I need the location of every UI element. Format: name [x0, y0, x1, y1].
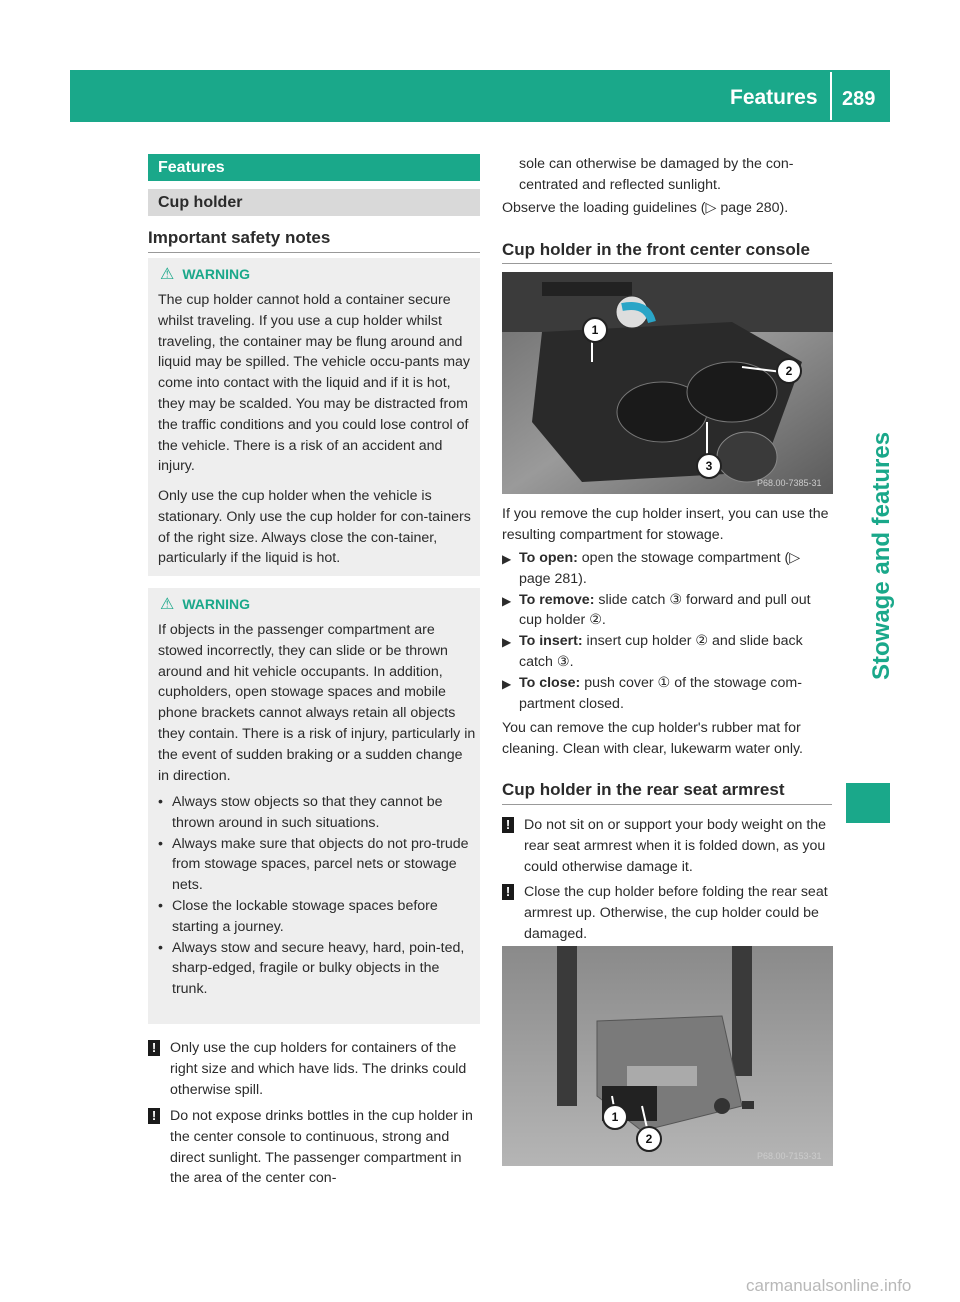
heading-rule	[502, 263, 832, 264]
warning-1-paragraph-1: The cup holder cannot hold a container secure whilst traveling. If you use a cup holder whilst traveling, the container may be flung around and liquid may be spilled. The vehicle occu-pants may come into contact with the liquid and if it is hot, they may be scalded. You may be distracted from the traffic conditions and you could lose control of the vehicle. There is a risk of an accident and injury.	[158, 292, 471, 475]
heading-rule	[502, 804, 832, 805]
heading-front-console: Cup holder in the front center console	[502, 240, 810, 259]
chapter-side-label: Stowage and features	[868, 431, 895, 680]
footer-watermark: carmanualsonline.info	[746, 1276, 912, 1295]
header-separator	[830, 72, 832, 120]
step-arrow-icon: ▶	[502, 635, 512, 650]
step-insert: ▶ To insert: insert cup holder ② and slide back catch ③.	[502, 631, 834, 673]
warning-title: WARNING	[182, 266, 251, 282]
caution-icon: !	[502, 817, 514, 833]
header-section-title: Features	[730, 86, 818, 109]
continued-text: sole can otherwise be damaged by the con-centrated and reflected sunlight.	[519, 156, 794, 193]
list-item: • Close the lockable stowage spaces before starting a journey.	[158, 897, 438, 935]
caution-icon: !	[148, 1108, 160, 1124]
cleaning-text: You can remove the cup holder's rubber mat for cleaning. Clean with clear, lukewarm water only.	[502, 720, 803, 757]
subsection-bar-cup-holder: Cup holder	[148, 189, 480, 216]
warning-2-bullets	[158, 792, 476, 1000]
section-bar-features: Features	[148, 154, 480, 181]
step-open: ▶ To open: open the stowage compartment (▷ page 281).	[502, 548, 834, 590]
step-arrow-icon: ▶	[502, 593, 512, 608]
caution-icon: !	[148, 1040, 160, 1056]
note-2: ! Do not expose drinks bottles in the cup holder in the center console to continuous, strong and direct sunlight. The passenger compartment in the area of the center con-	[148, 1106, 480, 1189]
page-number: 289	[842, 88, 876, 110]
photo-code: P68.00-7385-31	[757, 478, 822, 488]
step-close: ▶ To close: push cover ① of the stowage com-partment closed.	[502, 673, 834, 715]
photo-code: P68.00-7153-31	[757, 1151, 822, 1161]
steps-list	[502, 548, 834, 714]
warning-box-1	[148, 258, 480, 576]
intro-text: If you remove the cup holder insert, you can use the resulting compartment for stowage.	[502, 506, 829, 543]
warning-1-paragraph-2: Only use the cup holder when the vehicle is stationary. Only use the cup holder for con-tainers of the right size. Always close the con-tainer, particularly if the liquid is hot.	[158, 488, 471, 567]
heading-rear-armrest: Cup holder in the rear seat armrest	[502, 780, 785, 799]
warning-icon: ⚠	[160, 596, 175, 613]
step-arrow-icon: ▶	[502, 676, 512, 691]
warning-box-2	[148, 588, 480, 1024]
callout-2: 2	[636, 1126, 662, 1152]
note-1: ! Only use the cup holders for containers of the right size and which have lids. The drinks could otherwise spill.	[148, 1038, 480, 1100]
photo-rear-armrest	[502, 946, 833, 1166]
callout-1: 1	[602, 1104, 628, 1130]
observe-text: Observe the loading guidelines (▷ page 280).	[502, 200, 789, 216]
step-arrow-icon: ▶	[502, 552, 512, 566]
photo-front-console	[502, 272, 833, 494]
warning-icon: ⚠	[160, 266, 175, 283]
callout-1: 1	[582, 317, 608, 343]
note-3: ! Do not sit on or support your body weight on the rear seat armrest when it is folded down, as you could otherwise damage it.	[502, 815, 834, 877]
callout-3: 3	[696, 453, 722, 479]
list-item: • Always stow objects so that they cannot be thrown around in such situations.	[158, 794, 443, 831]
chapter-marker	[846, 783, 890, 823]
list-item: • Always make sure that objects do not pro-trude from stowage spaces, parcel nets or stowage nets.	[158, 835, 469, 894]
callout-2: 2	[776, 358, 802, 384]
list-item: • Always stow and secure heavy, hard, poin-ted, sharp-edged, fragile or bulky objects in the trunk.	[158, 939, 465, 998]
warning-2-paragraph: If objects in the passenger compartment are stowed incorrectly, they can slide or be thrown around and hit vehicle occupants. In addition, cupholders, open stowage spaces and mobile phone brackets cannot always retain all objects they contain. There is a risk of injury, particularly in the event of sudden braking or a sudden change in direction.	[158, 622, 476, 784]
armrest-illustration	[502, 946, 833, 1166]
note-4: ! Close the cup holder before folding the rear seat armrest up. Otherwise, the cup holder could be damaged.	[502, 882, 834, 944]
caution-icon: !	[502, 884, 514, 900]
heading-safety-notes: Important safety notes	[148, 228, 331, 247]
warning-title: WARNING	[182, 596, 251, 612]
step-remove: ▶ To remove: slide catch ③ forward and pull out cup holder ②.	[502, 590, 834, 632]
heading-rule	[148, 252, 480, 253]
